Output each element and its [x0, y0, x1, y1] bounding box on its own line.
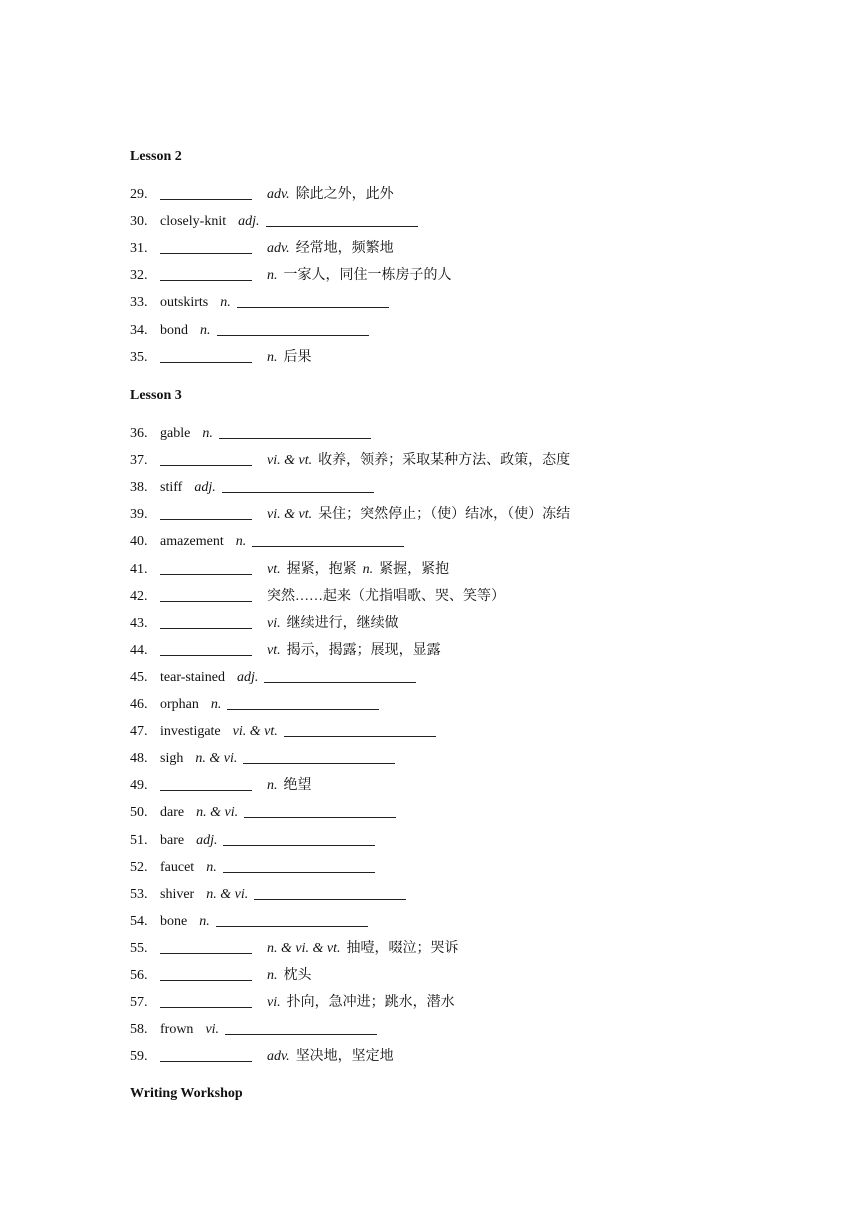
answer-blank[interactable]	[216, 913, 368, 927]
item-number: 51.	[130, 832, 148, 848]
answer-blank[interactable]	[225, 1021, 377, 1035]
answer-blank[interactable]	[160, 349, 252, 367]
part-of-speech: n. & vi.	[196, 805, 239, 821]
item-number: 55.	[130, 940, 148, 956]
definition	[194, 479, 373, 497]
answer-blank[interactable]	[160, 267, 252, 285]
definition	[237, 669, 416, 687]
definition	[205, 1021, 377, 1039]
vocab-word: amazement	[160, 534, 224, 550]
answer-blank[interactable]	[160, 1048, 252, 1066]
definition	[206, 886, 406, 904]
part-of-speech: n.	[206, 859, 217, 875]
part-of-speech: n.	[200, 322, 211, 338]
definition	[211, 696, 380, 714]
part-of-speech: vi. & vt.	[232, 724, 278, 740]
part-of-speech: adv.	[267, 1049, 290, 1065]
item-number: 29.	[130, 187, 148, 202]
chinese-gloss: 抽噎，啜泣；哭诉	[346, 940, 459, 956]
item-number: 57.	[130, 995, 148, 1011]
part-of-speech: vi.	[267, 615, 281, 631]
answer-blank[interactable]	[160, 506, 252, 524]
answer-blank[interactable]	[160, 967, 252, 985]
answer-blank[interactable]	[160, 940, 252, 958]
answer-blank[interactable]	[217, 322, 369, 336]
item-number: 42.	[130, 588, 148, 604]
answer-blank[interactable]	[160, 240, 252, 258]
definition	[196, 804, 396, 822]
section-heading: Lesson 3	[130, 388, 182, 403]
part-of-speech: n. & vi.	[206, 886, 249, 902]
answer-blank[interactable]	[160, 615, 252, 633]
part-of-speech: n.	[362, 561, 374, 577]
definition	[267, 240, 394, 258]
answer-blank[interactable]	[160, 642, 252, 660]
definition	[236, 533, 405, 551]
answer-blank[interactable]	[252, 533, 404, 547]
chinese-gloss: 绝望	[283, 778, 312, 794]
answer-blank[interactable]	[227, 696, 379, 710]
part-of-speech: vi.	[267, 995, 281, 1011]
definition	[267, 186, 394, 204]
definition	[220, 294, 389, 312]
item-number: 52.	[130, 859, 148, 875]
item-number: 40.	[130, 534, 148, 550]
definition	[267, 267, 452, 285]
part-of-speech: adj.	[194, 480, 216, 496]
part-of-speech: adj.	[238, 214, 260, 230]
chinese-gloss: 继续进行，继续做	[286, 615, 399, 631]
vocab-word: shiver	[160, 886, 195, 902]
definition	[233, 723, 436, 741]
vocab-word: bone	[160, 913, 188, 929]
vocab-word: investigate	[160, 724, 221, 740]
item-number: 54.	[130, 913, 148, 929]
part-of-speech: n. & vi. & vt.	[267, 940, 341, 956]
part-of-speech: adv.	[267, 187, 290, 202]
part-of-speech: adj.	[196, 832, 218, 848]
section-heading: Writing Workshop	[130, 1086, 243, 1101]
definition	[206, 859, 375, 877]
chinese-gloss: 经常地，频繁地	[295, 241, 394, 257]
item-number: 30.	[130, 214, 148, 230]
part-of-speech: adv.	[267, 241, 290, 257]
item-number: 50.	[130, 805, 148, 821]
answer-blank[interactable]	[160, 186, 252, 204]
part-of-speech: n.	[267, 778, 278, 794]
answer-blank[interactable]	[222, 479, 374, 493]
item-number: 31.	[130, 241, 148, 257]
answer-blank[interactable]	[160, 452, 252, 470]
definition	[267, 777, 312, 795]
answer-blank[interactable]	[160, 588, 252, 606]
item-number: 44.	[130, 642, 148, 658]
answer-blank[interactable]	[219, 425, 371, 439]
answer-blank[interactable]	[223, 859, 375, 873]
answer-blank[interactable]	[160, 994, 252, 1012]
part-of-speech: vi. & vt.	[267, 507, 313, 523]
answer-blank[interactable]	[264, 669, 416, 683]
definition	[267, 940, 459, 958]
item-number: 37.	[130, 453, 148, 469]
item-number: 32.	[130, 268, 148, 284]
chinese-gloss: 坚决地，坚定地	[295, 1049, 394, 1065]
definition	[267, 642, 441, 660]
vocab-word: faucet	[160, 859, 195, 875]
chinese-gloss: 一家人，同住一栋房子的人	[283, 268, 452, 284]
item-number: 34.	[130, 322, 148, 338]
item-number: 41.	[130, 561, 148, 577]
chinese-gloss: 枕头	[283, 968, 312, 983]
item-number: 56.	[130, 968, 148, 983]
vocab-word: gable	[160, 426, 191, 441]
vocab-word: closely-knit	[160, 214, 227, 230]
answer-blank[interactable]	[223, 832, 375, 846]
answer-blank[interactable]	[160, 777, 252, 795]
vocab-word: outskirts	[160, 295, 209, 311]
item-number: 47.	[130, 724, 148, 740]
vocab-word: stiff	[160, 480, 183, 496]
item-number: 49.	[130, 778, 148, 794]
answer-blank[interactable]	[266, 213, 418, 227]
answer-blank[interactable]	[254, 886, 406, 900]
item-number: 33.	[130, 295, 148, 311]
vocab-word: dare	[160, 805, 185, 821]
chinese-gloss: 揭示，揭露；展现，显露	[286, 642, 441, 658]
definition	[267, 349, 312, 367]
chinese-gloss: 收养，领养；采取某种方法、政策，态度	[318, 453, 571, 469]
item-number: 39.	[130, 507, 148, 523]
chinese-gloss: 突然……起来（尤指唱歌、哭、笑等）	[267, 588, 505, 604]
part-of-speech: n.	[267, 268, 278, 284]
item-number: 59.	[130, 1049, 148, 1065]
definition	[196, 832, 375, 850]
definition	[267, 561, 449, 579]
vocab-word: sigh	[160, 751, 184, 767]
part-of-speech: n.	[202, 426, 213, 441]
definition	[267, 452, 570, 470]
chinese-gloss: 扑向，急冲进；跳水，潜水	[286, 995, 455, 1011]
definition	[238, 213, 417, 231]
definition	[200, 322, 369, 340]
definition	[267, 967, 312, 985]
definition	[267, 615, 399, 633]
item-number: 58.	[130, 1022, 148, 1038]
definition	[199, 913, 368, 931]
definition	[267, 506, 570, 524]
part-of-speech: n.	[267, 968, 278, 983]
part-of-speech: vt.	[267, 561, 281, 577]
vocab-word: orphan	[160, 697, 199, 712]
part-of-speech: vi.	[205, 1022, 220, 1038]
part-of-speech: n.	[235, 534, 247, 550]
item-number: 48.	[130, 751, 148, 767]
part-of-speech: n.	[199, 913, 210, 929]
section-heading: Lesson 2	[130, 149, 182, 164]
chinese-gloss: 除此之外，此外	[295, 187, 394, 202]
part-of-speech: vt.	[267, 642, 281, 658]
definition	[267, 1048, 394, 1066]
vocab-word: bond	[160, 322, 188, 338]
part-of-speech: adj.	[237, 669, 259, 685]
answer-blank[interactable]	[160, 561, 252, 579]
chinese-gloss: 后果	[283, 349, 312, 365]
answer-blank[interactable]	[243, 750, 395, 764]
answer-blank[interactable]	[284, 723, 436, 737]
definition	[267, 588, 505, 606]
item-number: 43.	[130, 615, 148, 631]
answer-blank[interactable]	[237, 294, 389, 308]
vocab-word: frown	[160, 1022, 194, 1038]
definition	[267, 994, 455, 1012]
vocab-word: tear-stained	[160, 669, 226, 685]
item-number: 45.	[130, 669, 148, 685]
part-of-speech: n.	[267, 349, 278, 365]
answer-blank[interactable]	[244, 804, 396, 818]
chinese-gloss: 呆住；突然停止；（使）结冰，（使）冻结	[318, 507, 571, 523]
part-of-speech: n.	[220, 295, 231, 311]
part-of-speech: vi. & vt.	[267, 453, 313, 469]
part-of-speech: n. & vi.	[195, 751, 238, 767]
item-number: 53.	[130, 886, 148, 902]
definition	[195, 750, 395, 768]
item-number: 38.	[130, 480, 148, 496]
chinese-gloss: 握紧，抱紧	[286, 561, 357, 577]
item-number: 46.	[130, 697, 148, 712]
definition	[202, 425, 371, 443]
part-of-speech: n.	[210, 697, 222, 712]
item-number: 35.	[130, 349, 148, 365]
vocab-word: bare	[160, 832, 185, 848]
item-number: 36.	[130, 426, 148, 441]
chinese-gloss: 紧握，紧抱	[379, 561, 450, 577]
